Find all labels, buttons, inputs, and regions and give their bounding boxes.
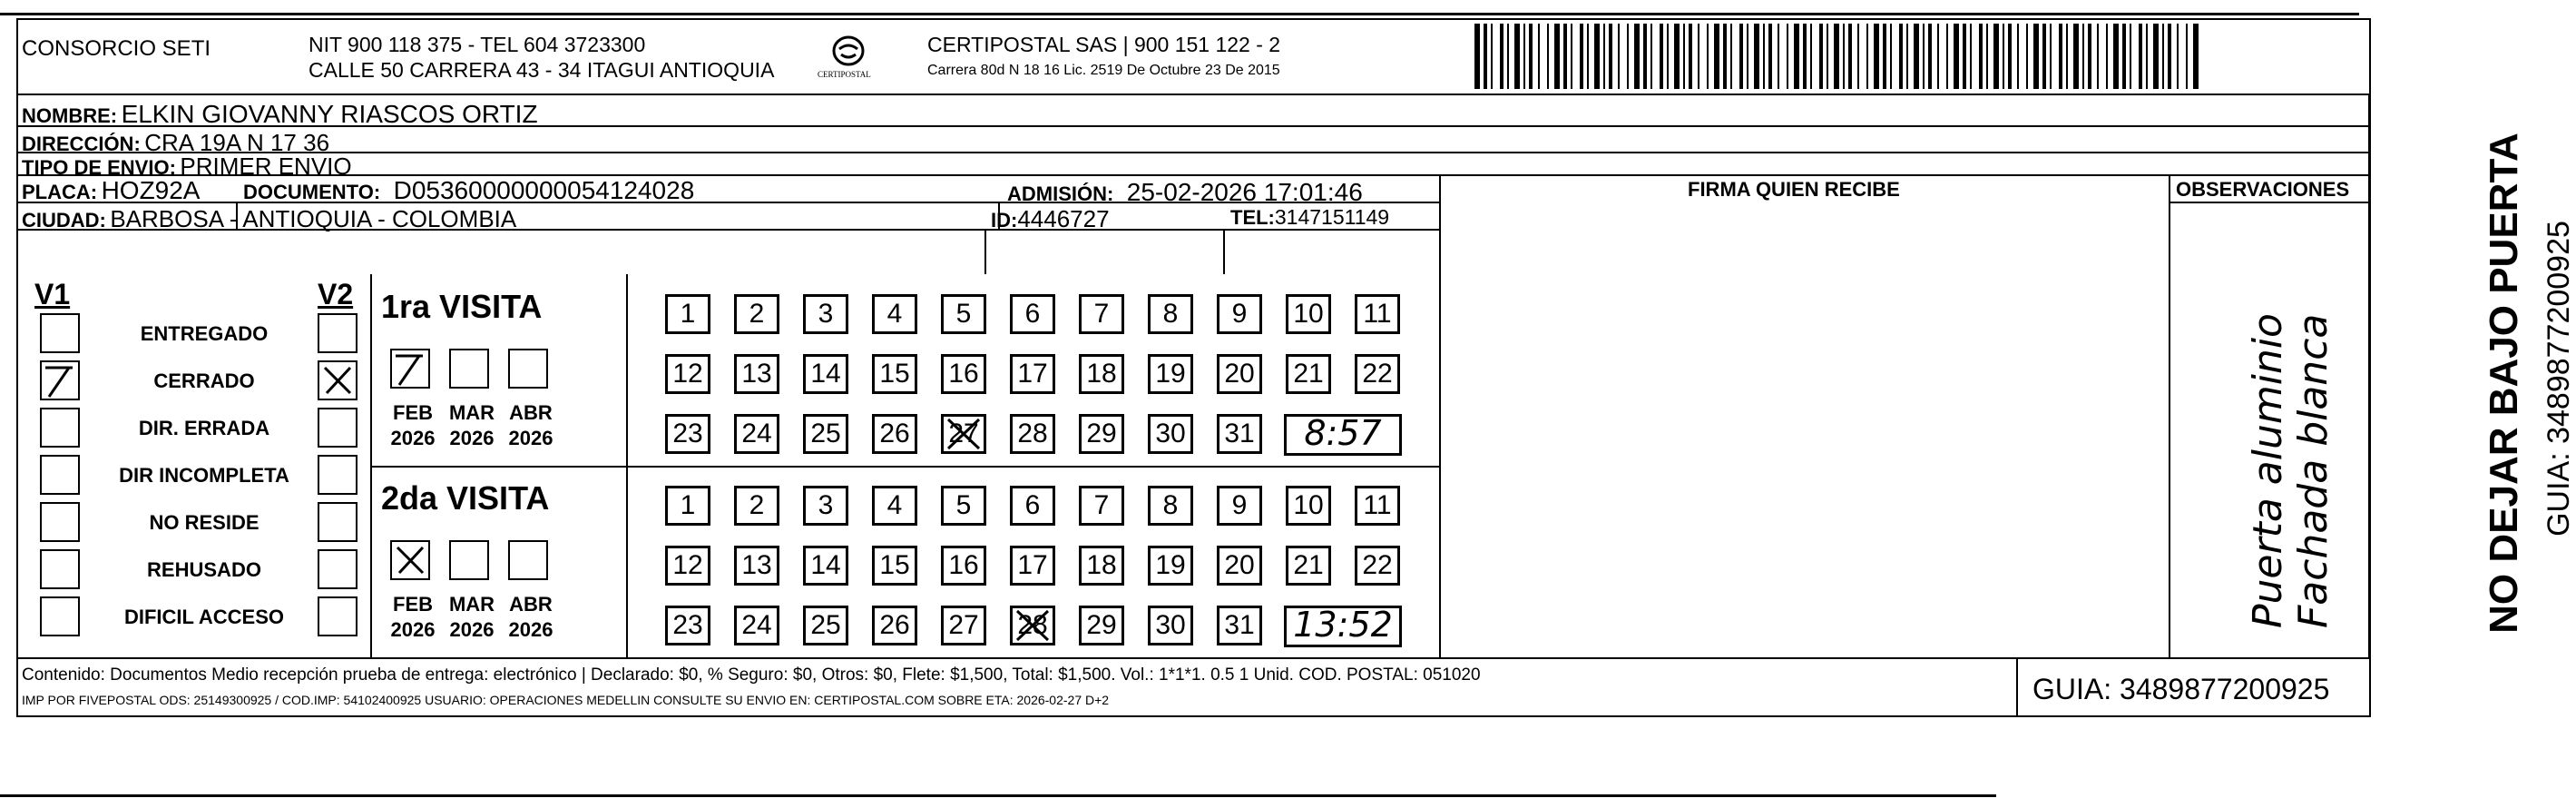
v1-checkbox[interactable] <box>40 455 80 495</box>
v1-checkbox[interactable] <box>40 596 80 636</box>
day-box[interactable]: 1 <box>665 486 710 526</box>
send-type-value: PRIMER ENVIO <box>180 153 352 180</box>
day-box[interactable]: 24 <box>734 414 779 454</box>
name-value: ELKIN GIOVANNY RIASCOS ORTIZ <box>121 100 538 128</box>
day-box[interactable]: 2 <box>734 294 779 334</box>
day-box[interactable]: 3 <box>803 294 848 334</box>
send-type-field <box>22 154 352 178</box>
col-divider-obs <box>2169 174 2170 657</box>
status-label: REHUSADO <box>147 558 261 581</box>
day-box[interactable]: 16 <box>941 354 986 394</box>
city-value: BARBOSA - ANTIOQUIA - COLOMBIA <box>110 205 517 232</box>
send-type-label: TIPO DE ENVIO: <box>22 156 176 179</box>
handwritten-time: 13:52 <box>1293 605 1393 645</box>
day-box[interactable]: 13 <box>734 354 779 394</box>
month-year: 2026 <box>449 427 495 449</box>
day-box[interactable]: 11 <box>1355 294 1400 334</box>
v2-checkbox[interactable] <box>318 596 358 636</box>
id-field <box>991 207 1110 231</box>
day-box[interactable]: 29 <box>1079 606 1124 645</box>
plate-field <box>22 178 201 203</box>
day-box[interactable]: 20 <box>1217 546 1262 586</box>
tel-value: 3147151149 <box>1274 205 1390 229</box>
day-box[interactable]: 30 <box>1148 414 1193 454</box>
v2-checkbox[interactable] <box>318 360 358 400</box>
bottom-rule <box>0 794 1996 797</box>
v1-checkbox[interactable] <box>40 549 80 589</box>
v1-label: V1 <box>34 278 71 310</box>
plate-label: PLACA: <box>22 181 98 203</box>
day-box[interactable]: 16 <box>941 546 986 586</box>
day-box[interactable]: 23 <box>665 414 710 454</box>
day-box[interactable]: 28 <box>1010 414 1055 454</box>
footer-line-1: Contenido: Documentos Medio recepción prueba de entrega: electrónico | Declarado: $0, % Seguro: $0, Otros: $0, Flete: $1,500, Total: $1,500. Vol.: 1*1*1. 0.5 1 Unid. COD. POSTAL: 051020 <box>22 665 1481 685</box>
city-field <box>22 207 516 231</box>
day-box[interactable]: 31 <box>1217 414 1262 454</box>
month-checkbox[interactable] <box>508 349 548 389</box>
status-label: DIR. ERRADA <box>138 417 270 439</box>
month-label: FEB <box>393 593 433 616</box>
barcode <box>1474 24 2200 89</box>
day-box[interactable]: 1 <box>665 294 710 334</box>
name-label: NOMBRE: <box>22 104 118 127</box>
day-box[interactable]: 6 <box>1010 294 1055 334</box>
day-box[interactable]: 4 <box>872 294 917 334</box>
col-divider <box>984 229 986 274</box>
v2-checkbox[interactable] <box>318 549 358 589</box>
day-box[interactable]: 21 <box>1286 354 1331 394</box>
day-box[interactable]: 2 <box>734 486 779 526</box>
day-box[interactable]: 31 <box>1217 606 1262 645</box>
status-label: DIR INCOMPLETA <box>119 464 289 487</box>
rule <box>16 94 2371 95</box>
id-value: 4446727 <box>1017 205 1110 232</box>
day-box[interactable]: 18 <box>1079 354 1124 394</box>
address-value: CRA 19A N 17 36 <box>144 129 330 156</box>
x-mark-icon <box>319 362 356 399</box>
visit-divider <box>370 466 1441 468</box>
plate-value: HOZ92A <box>101 176 201 204</box>
status-label: DIFICIL ACCESO <box>123 606 284 628</box>
observations-header: OBSERVACIONES <box>2176 178 2350 201</box>
admission-value: 25-02-2026 17:01:46 <box>1126 178 1363 206</box>
day-box[interactable]: 17 <box>1010 354 1055 394</box>
document-field <box>243 178 694 203</box>
day-box[interactable]: 21 <box>1286 546 1331 586</box>
day-box[interactable]: 12 <box>665 546 710 586</box>
day-box[interactable]: 22 <box>1355 546 1400 586</box>
check-mark-icon <box>392 350 428 387</box>
col-divider <box>1223 229 1225 274</box>
col-divider <box>2368 94 2370 657</box>
v2-checkbox[interactable] <box>318 408 358 448</box>
day-box[interactable]: 7 <box>1079 486 1124 526</box>
side-guia: GUIA: 3489877200925 <box>2542 221 2576 537</box>
visit-title: 2da VISITA <box>381 479 550 517</box>
day-box[interactable]: 15 <box>872 546 917 586</box>
day-box[interactable]: 3 <box>803 486 848 526</box>
day-box[interactable]: 17 <box>1010 546 1055 586</box>
address-label: DIRECCIÓN: <box>22 133 141 155</box>
month-year: 2026 <box>508 427 553 449</box>
x-mark-icon <box>392 542 428 578</box>
day-box[interactable]: 26 <box>872 414 917 454</box>
day-box[interactable]: 5 <box>941 294 986 334</box>
day-box[interactable]: 25 <box>803 606 848 645</box>
day-box[interactable]: 13 <box>734 546 779 586</box>
certipostal-sub: Carrera 80d N 18 16 Lic. 2519 De Octubre 23 De 2015 <box>927 63 1280 78</box>
col-divider-sign <box>1439 174 1441 657</box>
top-border <box>0 13 2359 15</box>
day-box[interactable]: 18 <box>1079 546 1124 586</box>
admission-field <box>1007 180 1363 205</box>
status-label: ENTREGADO <box>140 322 269 345</box>
day-cross-mark-icon <box>1010 606 1055 645</box>
day-box[interactable]: 9 <box>1217 294 1262 334</box>
side-warning: NO DEJAR BAJO PUERTA <box>2482 133 2526 634</box>
day-box[interactable]: 5 <box>941 486 986 526</box>
day-box[interactable]: 8 <box>1148 486 1193 526</box>
v1-checkbox[interactable] <box>40 502 80 542</box>
day-box[interactable]: 28 <box>1010 606 1055 645</box>
nit-line: NIT 900 118 375 - TEL 604 3723300 <box>309 33 646 56</box>
day-box[interactable]: 23 <box>665 606 710 645</box>
day-box[interactable]: 6 <box>1010 486 1055 526</box>
v2-label: V2 <box>318 278 354 310</box>
certipostal-line: CERTIPOSTAL SAS | 900 151 122 - 2 <box>927 33 1281 56</box>
month-label: MAR <box>448 593 495 616</box>
observation-line-1: Puerta aluminio <box>2245 313 2291 628</box>
day-box[interactable]: 19 <box>1148 546 1193 586</box>
day-box[interactable]: 15 <box>872 354 917 394</box>
month-checkbox[interactable] <box>449 349 489 389</box>
name-field <box>22 102 538 127</box>
footer-divider <box>2016 657 2018 717</box>
day-box[interactable]: 24 <box>734 606 779 645</box>
city-label: CIUDAD: <box>22 209 106 232</box>
day-box[interactable]: 14 <box>803 354 848 394</box>
certipostal-logo <box>818 33 876 87</box>
day-box[interactable]: 26 <box>872 606 917 645</box>
rule <box>16 152 2371 153</box>
day-box[interactable]: 29 <box>1079 414 1124 454</box>
month-checkbox[interactable] <box>508 540 548 580</box>
v2-checkbox[interactable] <box>318 455 358 495</box>
v2-checkbox[interactable] <box>318 313 358 353</box>
day-box[interactable]: 22 <box>1355 354 1400 394</box>
month-label: ABR <box>509 401 553 424</box>
logo-text: CERTIPOSTAL <box>818 70 871 79</box>
day-box[interactable]: 9 <box>1217 486 1262 526</box>
document-label: DOCUMENTO: <box>243 181 381 203</box>
day-box[interactable]: 4 <box>872 486 917 526</box>
month-checkbox[interactable] <box>449 540 489 580</box>
check-mark-icon <box>42 362 78 399</box>
day-box[interactable]: 7 <box>1079 294 1124 334</box>
day-box[interactable]: 12 <box>665 354 710 394</box>
id-label: ID: <box>991 209 1018 232</box>
visit-title: 1ra VISITA <box>381 288 543 325</box>
v1-checkbox[interactable] <box>40 360 80 400</box>
tel-label: TEL: <box>1230 206 1275 229</box>
month-label: FEB <box>393 401 433 424</box>
v1-checkbox[interactable] <box>40 313 80 353</box>
day-box[interactable]: 11 <box>1355 486 1400 526</box>
month-year: 2026 <box>390 618 436 641</box>
admission-label: ADMISIÓN: <box>1007 182 1114 205</box>
observations-handwriting <box>2178 236 2359 654</box>
signature-header: FIRMA QUIEN RECIBE <box>1688 178 1900 201</box>
day-box[interactable]: 14 <box>803 546 848 586</box>
v2-checkbox[interactable] <box>318 502 358 542</box>
month-year: 2026 <box>508 618 553 641</box>
tel-field <box>1230 207 1389 228</box>
footer-line-2: IMP POR FIVEPOSTAL ODS: 25149300925 / COD.IMP: 54102400925 USUARIO: OPERACIONES MEDELLIN CONSULTE SU ENVIO EN: CERTIPOSTAL.COM SOBRE ETA: 2026-02-27 D+2 <box>22 693 1110 707</box>
day-box[interactable]: 25 <box>803 414 848 454</box>
month-year: 2026 <box>390 427 436 449</box>
day-box[interactable]: 20 <box>1217 354 1262 394</box>
address-line: CALLE 50 CARRERA 43 - 34 ITAGUI ANTIOQUIA <box>309 58 775 82</box>
day-box[interactable]: 10 <box>1286 294 1331 334</box>
day-box[interactable]: 19 <box>1148 354 1193 394</box>
month-label: ABR <box>509 593 553 616</box>
observation-line-2: Fachada blanca <box>2290 313 2336 628</box>
rule <box>2169 202 2371 203</box>
document-value: D05360000000054124028 <box>393 176 695 204</box>
v1-checkbox[interactable] <box>40 408 80 448</box>
status-label: NO RESIDE <box>149 511 260 534</box>
footer-guia: GUIA: 3489877200925 <box>2032 673 2330 705</box>
rule <box>16 174 2371 176</box>
month-checkbox[interactable] <box>390 349 430 389</box>
company-name: CONSORCIO SETI <box>22 36 211 61</box>
month-label: MAR <box>448 401 495 424</box>
address-field <box>22 131 329 154</box>
day-box[interactable]: 27 <box>941 414 986 454</box>
status-label: CERRADO <box>153 370 255 392</box>
handwritten-time: 8:57 <box>1304 413 1382 453</box>
day-box[interactable]: 27 <box>941 606 986 645</box>
month-checkbox[interactable] <box>390 540 430 580</box>
month-year: 2026 <box>449 618 495 641</box>
day-cross-mark-icon <box>941 414 986 454</box>
day-box[interactable]: 30 <box>1148 606 1193 645</box>
day-box[interactable]: 8 <box>1148 294 1193 334</box>
day-box[interactable]: 10 <box>1286 486 1331 526</box>
